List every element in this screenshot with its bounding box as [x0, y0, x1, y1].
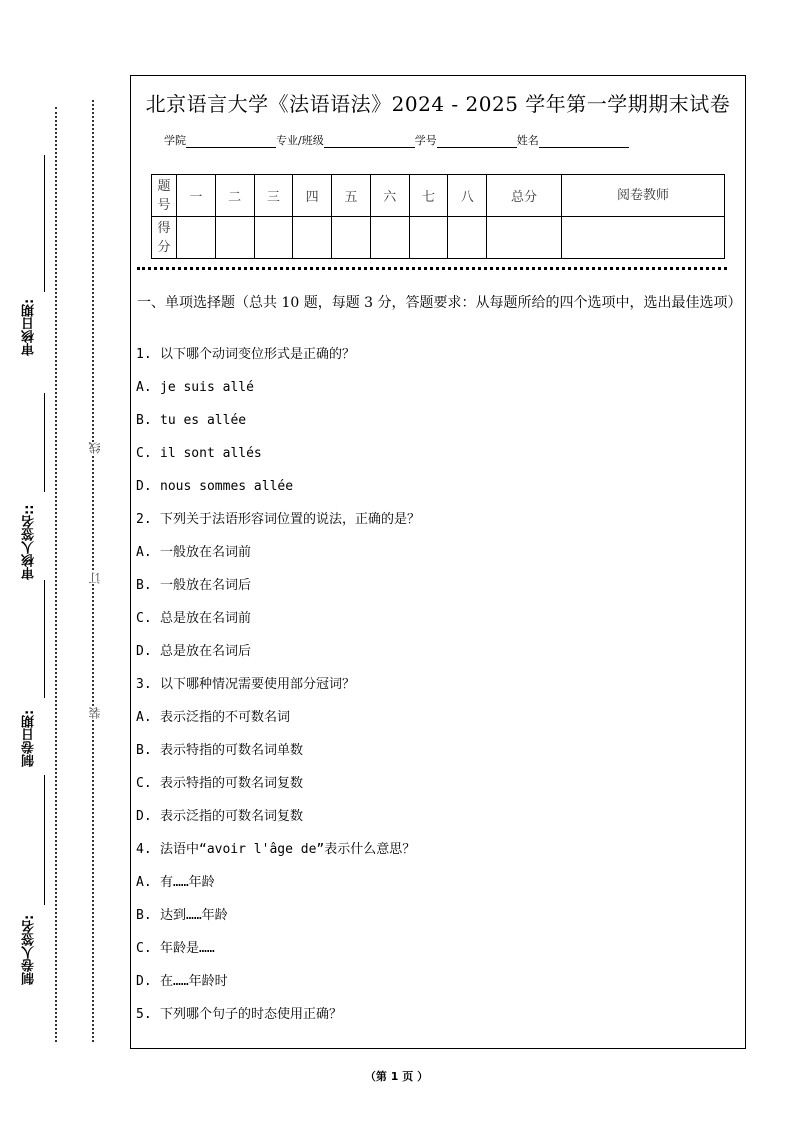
answer-option-text: 总是放在名词前 — [160, 611, 252, 626]
answer-option-number: C. — [136, 611, 152, 626]
answer-option-text: 一般放在名词前 — [160, 545, 252, 560]
reviewer-signature-label: 审核人签名:: — [22, 504, 37, 580]
row-label-question-no: 题号 — [152, 175, 177, 217]
score-cell[interactable] — [293, 217, 332, 259]
answer-option-number: C. — [136, 776, 152, 791]
answer-option-text: 表示泛指的不可数名词 — [160, 710, 291, 725]
answer-option — [136, 771, 420, 804]
making-date-line — [44, 580, 45, 698]
answer-option-number: C. — [136, 446, 152, 461]
exam-content-box — [130, 75, 746, 1049]
score-cell[interactable] — [177, 217, 216, 259]
answer-option-text: 年龄是…… — [160, 941, 215, 956]
col-header: 六 — [370, 175, 409, 217]
field-label-student-id: 学号 — [414, 134, 437, 147]
review-date-line — [44, 155, 45, 292]
score-cell-total[interactable] — [487, 217, 562, 259]
field-label-college: 学院 — [164, 134, 186, 147]
question — [136, 1002, 420, 1035]
score-cell[interactable] — [254, 217, 293, 259]
gutter-char-line: 线 — [88, 442, 102, 454]
question-number: 2. — [136, 512, 152, 527]
answer-option — [136, 375, 420, 408]
answer-option — [136, 804, 420, 837]
answer-option-number: B. — [136, 908, 152, 923]
answer-option-number: A. — [136, 545, 152, 560]
answer-option-number: B. — [136, 413, 152, 428]
answer-option-text: 有……年龄 — [160, 875, 215, 890]
col-header: 五 — [332, 175, 371, 217]
question-number: 5. — [136, 1007, 152, 1022]
answer-option-text: 在……年龄时 — [160, 974, 228, 989]
student-id-input[interactable] — [437, 135, 517, 148]
score-cell[interactable] — [409, 217, 448, 259]
making-date-label: 制卷日期: — [22, 709, 37, 768]
page-number: （第 1 页 ） — [364, 1070, 429, 1083]
question — [136, 672, 420, 705]
college-input[interactable] — [186, 135, 276, 148]
question — [136, 342, 420, 375]
col-header: 二 — [215, 175, 254, 217]
dotted-separator — [137, 267, 727, 270]
row-label-score: 得分 — [152, 217, 177, 259]
answer-option-text: 一般放在名词后 — [160, 578, 252, 593]
review-date-label: 审核日期: — [22, 298, 37, 357]
answer-option-number: D. — [136, 809, 152, 824]
name-input[interactable] — [539, 135, 629, 148]
answer-option — [136, 969, 420, 1002]
answer-option — [136, 540, 420, 573]
answer-option-number: A. — [136, 380, 152, 395]
maker-signature-line — [44, 775, 45, 905]
answer-option-text: 达到……年龄 — [160, 908, 228, 923]
score-cell[interactable] — [370, 217, 409, 259]
col-header-grader: 阅卷教师 — [562, 175, 725, 217]
binding-line-dotted — [92, 100, 94, 1042]
answer-option-text: 总是放在名词后 — [160, 644, 252, 659]
answer-option — [136, 903, 420, 936]
gutter-char-bind: 订 — [88, 572, 102, 584]
answer-option — [136, 606, 420, 639]
question-text: 法语中“avoir l'âge de”表示什么意思？ — [160, 842, 416, 857]
answer-option-text: 表示特指的可数名词复数 — [160, 776, 304, 791]
question-list — [136, 342, 420, 1035]
field-label-name: 姓名 — [516, 134, 539, 147]
exam-title: 北京语言大学《法语语法》2024 - 2025 学年第一学期期末试卷 — [145, 92, 731, 116]
answer-option — [136, 474, 420, 507]
answer-option — [136, 573, 420, 606]
answer-option-number: B. — [136, 578, 152, 593]
score-cell[interactable] — [215, 217, 254, 259]
col-header: 三 — [254, 175, 293, 217]
answer-option-number: B. — [136, 743, 152, 758]
answer-option-text: je suis allé — [160, 380, 254, 395]
answer-option-number: A. — [136, 875, 152, 890]
question-text: 以下哪个动词变位形式是正确的？ — [160, 347, 356, 362]
answer-option-number: D. — [136, 479, 152, 494]
answer-option-number: D. — [136, 644, 152, 659]
col-header: 七 — [409, 175, 448, 217]
question-number: 1. — [136, 347, 152, 362]
answer-option — [136, 738, 420, 771]
answer-option-number: D. — [136, 974, 152, 989]
col-header: 四 — [293, 175, 332, 217]
col-header: 八 — [448, 175, 487, 217]
question-text: 下列关于法语形容词位置的说法，正确的是？ — [160, 512, 421, 527]
answer-option — [136, 408, 420, 441]
question-text: 下列哪个句子的时态使用正确？ — [160, 1007, 343, 1022]
answer-option-number: A. — [136, 710, 152, 725]
score-table — [151, 174, 725, 259]
field-label-major-class: 专业/班级 — [276, 134, 324, 147]
score-cell[interactable] — [448, 217, 487, 259]
score-table-score-row — [152, 217, 725, 259]
answer-option-text: 表示特指的可数名词单数 — [160, 743, 304, 758]
question-number: 4. — [136, 842, 152, 857]
answer-option-text: 表示泛指的可数名词复数 — [160, 809, 304, 824]
question-number: 3. — [136, 677, 152, 692]
section-heading: 一、单项选择题（总共 10 题，每题 3 分，答题要求：从每题所给的四个选项中，选出最佳选项） — [137, 295, 742, 311]
gutter-char-staple: 装 — [88, 707, 102, 719]
maker-signature-label: 制卷人签名: — [22, 914, 37, 986]
col-header: 一 — [177, 175, 216, 217]
answer-option-text: tu es allée — [160, 413, 247, 428]
score-cell[interactable] — [332, 217, 371, 259]
answer-option — [136, 936, 420, 969]
answer-option — [136, 705, 420, 738]
question — [136, 507, 420, 540]
answer-option — [136, 441, 420, 474]
question-text: 以下哪种情况需要使用部分冠词？ — [160, 677, 356, 692]
score-table-header-row — [152, 175, 725, 217]
student-info-row — [164, 132, 629, 148]
major-class-input[interactable] — [324, 135, 415, 148]
answer-option-text: il sont allés — [160, 446, 262, 461]
col-header-total: 总分 — [487, 175, 562, 217]
question — [136, 837, 420, 870]
reviewer-signature-line — [44, 393, 45, 492]
answer-option-number: C. — [136, 941, 152, 956]
score-cell-grader[interactable] — [562, 217, 725, 259]
answer-option — [136, 639, 420, 672]
answer-option — [136, 870, 420, 903]
answer-option-text: nous sommes allée — [160, 479, 294, 494]
